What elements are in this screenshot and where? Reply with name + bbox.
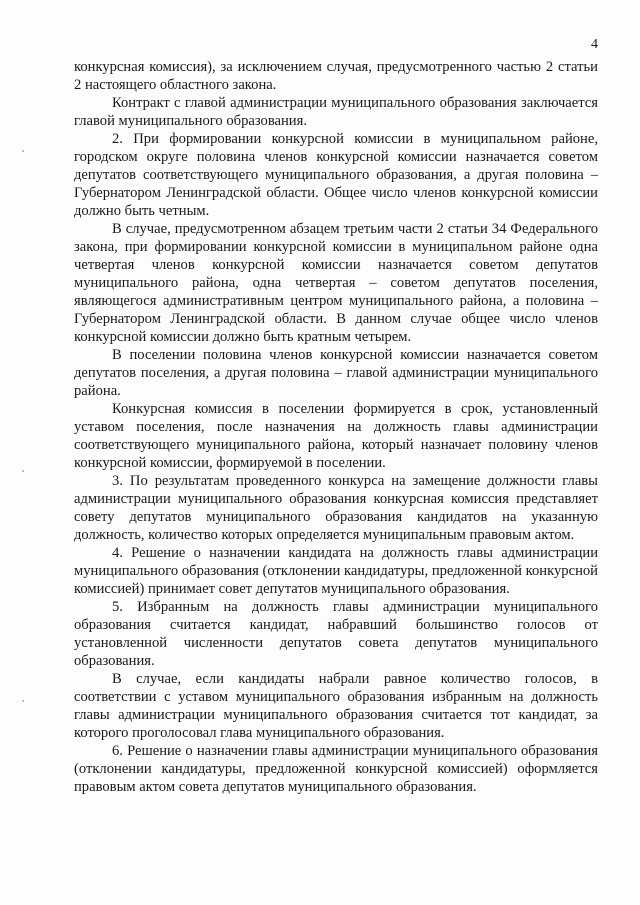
paragraph-clause-2-case: В случае, предусмотренном абзацем третьим части 2 статьи 34 Федерального закона, при формировании конкурсной комиссии в муниципальном районе одна четвертая членов конкурсной комиссии назначается советом депутатов муниципального района, одна четвертая – советом депутатов поселения, являющегося административным центром муниципального района, а половина – Губернатором Ленинградской области. В данном случае общее число членов конкурсной комиссии должно быть кратным четырем.: [74, 221, 598, 345]
paragraph-continuation: конкурсная комиссия), за исключением случая, предусмотренного частью 2 статьи 2 настоящего областного закона.: [74, 59, 598, 93]
page-number: 4: [591, 37, 598, 52]
scan-speck: [22, 700, 24, 702]
scan-speck: [22, 150, 24, 152]
paragraph-clause-4: 4. Решение о назначении кандидата на должность главы администрации муниципального образования (отклонении кандидатуры, предложенной конкурсной комиссией) принимает совет депутатов муниципального образования.: [74, 545, 598, 597]
paragraph-clause-5: 5. Избранным на должность главы администрации муниципального образования считается кандидат, набравший большинство голосов от установленной численности депутатов совета депутатов муниципального образования.: [74, 599, 598, 669]
paragraph-clause-3: 3. По результатам проведенного конкурса на замещение должности главы администрации муниципального образования конкурсная комиссия представляет совету депутатов муниципального образования кандидатов на указанную должность, количество которых определяется муниципальным правовым актом.: [74, 473, 598, 543]
paragraph-contract: Контракт с главой администрации муниципального образования заключается главой муниципального образования.: [74, 95, 598, 129]
document-body: [74, 58, 598, 796]
scan-speck: [22, 470, 24, 472]
paragraph-clause-6: 6. Решение о назначении главы администрации муниципального образования (отклонении кандидатуры, предложенной конкурсной комиссией) оформляется правовым актом совета депутатов муниципального образования.: [74, 743, 598, 795]
paragraph-clause-2: 2. При формировании конкурсной комиссии в муниципальном районе, городском округе половина членов конкурсной комиссии назначается советом депутатов соответствующего муниципального образования, а другая половина – Губернатором Ленинградской области. Общее число членов конкурсной комиссии должно быть четным.: [74, 131, 598, 219]
paragraph-clause-5-tie: В случае, если кандидаты набрали равное количество голосов, в соответствии с уставом муниципального образования избранным на должность главы администрации муниципального образования считается тот кандидат, за которого проголосовал глава муниципального образования.: [74, 671, 598, 741]
paragraph-settlement-timing: Конкурсная комиссия в поселении формируется в срок, установленный уставом поселения, после назначения на должность главы администрации соответствующего муниципального района, который назначает половину членов конкурсной комиссии, формируемой в поселении.: [74, 401, 598, 471]
paragraph-settlement: В поселении половина членов конкурсной комиссии назначается советом депутатов поселения, а другая половина – главой администрации муниципального района.: [74, 347, 598, 399]
